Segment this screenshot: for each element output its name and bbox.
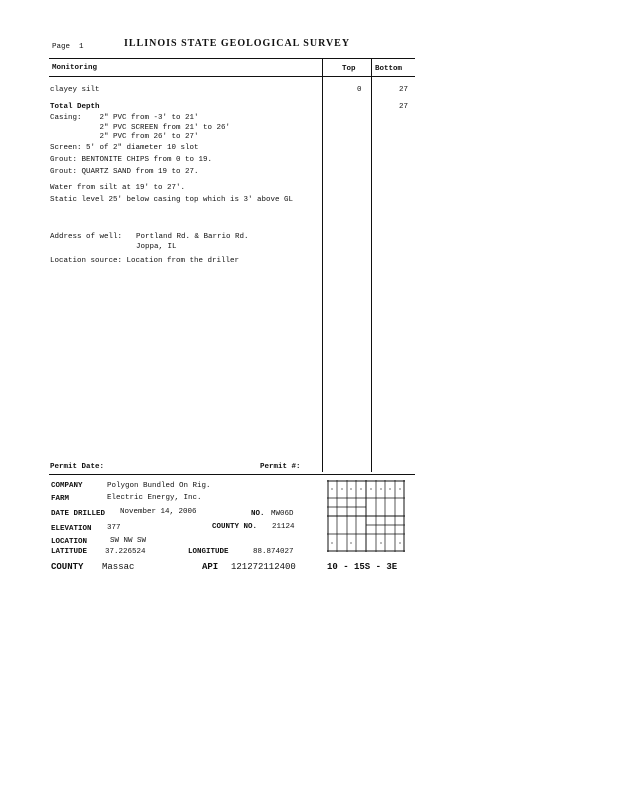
log-row-bottom: 27 [399, 86, 409, 94]
county-label: COUNTY [51, 562, 84, 572]
address-line-1: Portland Rd. & Barrio Rd. [136, 233, 249, 241]
date-drilled-label: DATE DRILLED [51, 510, 106, 518]
location-source: Location source: Location from the driller [50, 257, 240, 265]
column-header-description: Monitoring [52, 64, 98, 72]
county-no-value: 21124 [272, 523, 295, 531]
farm-value: Electric Energy, Inc. [107, 494, 202, 502]
elevation-value: 377 [107, 524, 121, 532]
bottom-column-divider [371, 59, 372, 472]
longitude-label: LONGITUDE [188, 548, 229, 556]
table-header-rule [49, 76, 415, 77]
county-no-label: COUNTY NO. [212, 523, 258, 531]
location-value: SW NW SW [110, 537, 147, 545]
plat-outer-lines [327, 480, 405, 552]
top-column-divider [322, 59, 323, 472]
permit-number-label: Permit #: [260, 463, 301, 471]
company-value: Polygon Bundled On Rig. [107, 482, 211, 490]
permit-date-label: Permit Date: [50, 463, 105, 471]
elevation-label: ELEVATION [51, 525, 92, 533]
api-label: API [202, 562, 219, 572]
well-no-label: NO. [251, 510, 265, 518]
column-header-bottom: Bottom [375, 65, 403, 73]
company-label: COMPANY [51, 482, 83, 490]
log-row-top: 0 [357, 86, 362, 94]
page-number: Page 1 [52, 43, 84, 51]
casing-note-1: Casing: 2" PVC from -3' to 21' [50, 114, 199, 122]
casing-note-3: 2" PVC from 26' to 27' [50, 133, 199, 141]
address-label: Address of well: [50, 233, 123, 241]
api-value: 121272112400 [231, 562, 296, 572]
casing-note-2: 2" PVC SCREEN from 21' to 26' [50, 124, 231, 132]
location-label: LOCATION [51, 538, 88, 546]
permit-rule [49, 474, 415, 475]
total-depth-label: Total Depth [50, 103, 100, 111]
section-township-range: 10 - 15S - 3E [327, 562, 398, 572]
longitude-value: 88.874027 [253, 548, 294, 556]
address-line-2: Joppa, IL [136, 243, 177, 251]
well-no-value: MW06D [271, 510, 294, 518]
county-value: Massac [102, 562, 135, 572]
log-row-description: clayey silt [50, 86, 100, 94]
latitude-label: LATITUDE [51, 548, 88, 556]
latitude-value: 37.226524 [105, 548, 146, 556]
grout-note-1: Grout: BENTONITE CHIPS from 0 to 19. [50, 156, 213, 164]
screen-note: Screen: 5' of 2" diameter 10 slot [50, 144, 199, 152]
static-level-note: Static level 25' below casing top which is 3' above GL [50, 196, 294, 204]
column-header-top: Top [342, 65, 356, 73]
date-drilled-value: November 14, 2006 [120, 508, 197, 516]
section-plat-grid [327, 480, 405, 552]
table-top-rule [49, 58, 415, 59]
total-depth-value: 27 [399, 103, 409, 111]
page-title: ILLINOIS STATE GEOLOGICAL SURVEY [124, 38, 351, 49]
water-note: Water from silt at 19' to 27'. [50, 184, 186, 192]
farm-label: FARM [51, 495, 70, 503]
grout-note-2: Grout: QUARTZ SAND from 19 to 27. [50, 168, 199, 176]
